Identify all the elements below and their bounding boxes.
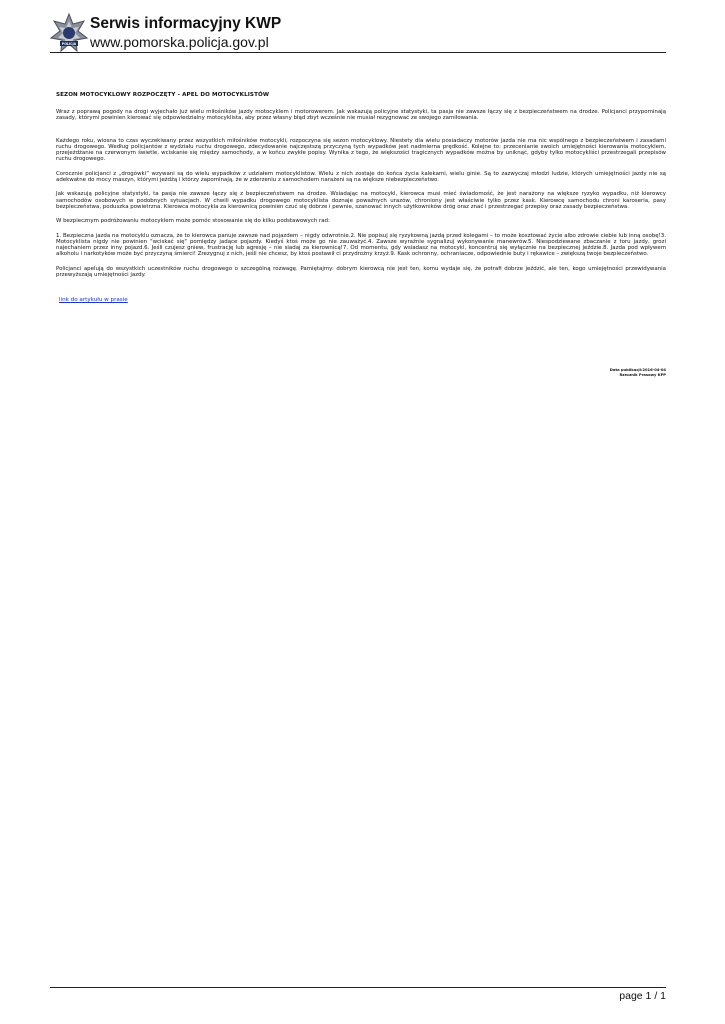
header-divider xyxy=(50,52,666,53)
footer-divider xyxy=(50,987,666,988)
site-url: www.pomorska.policja.gov.pl xyxy=(90,34,269,50)
publication-date: Data publikacji:2016-04-04 xyxy=(609,368,666,372)
publication-meta xyxy=(610,368,666,377)
article-paragraph-2: Każdego roku, wiosna to czas wyczekiwany przez wszystkich miłośników motocykli, rozpoczyna się sezon motocyklowy. Niestety dla wielu posiadaczy motorów jazda nie ma nic wspólnego z bezpieczeństwem i zasadami ruchu drogowego. Według policjantów z wydziału ruchu drogowego, zdecydowanie najczęstszą przyczyną tych wypadków jest nadmierna prędkość. Kolejne to: przecenianie swoich umiejętności kierowania motocyklem, przejeżdżanie na czerwonym świetle, wciskanie się między samochody, a w końcu zwykłe popisy. Wynika z tego, że większości tragicznych wypadków można by uniknąć, gdyby tylko motocykliści przestrzegali przepisów ruchu drogowego. xyxy=(56,137,666,163)
article xyxy=(56,92,666,305)
article-paragraph-3: Corocznie policjanci z „drogówki” wzywani są do wielu wypadków z udziałem motocyklistów. Wielu z nich zostaje do końca życia kalekami, wielu ginie. Są to zazwyczaj młodzi ludzie, których umiejętności jazdy nie są adekwatne do mocy maszyn, którymi jeżdżą i którzy zapominają, że w zderzeniu z samochodem narażeni są na większe niebezpieczeństwo. xyxy=(56,170,666,184)
article-paragraph-5: W bezpiecznym podróżowaniu motocyklem może pomóc stosowanie się do kilku podstawowych rad: xyxy=(56,218,330,225)
logo-text: POLICJA xyxy=(61,42,77,46)
site-header xyxy=(50,12,670,56)
article-title: SEZON MOTOCYKLOWY ROZPOCZĘTY - APEL DO MOTOCYKLISTÓW xyxy=(56,92,270,98)
article-paragraph-1: Wraz z poprawą pogody na drogi wyjechało już wielu miłośników jazdy motocyklem i motorowerem. Jak wskazują policyjne statystyki, ta pasja nie zawsze łączy się z bezpieczeństwem na drodze. Policjanci przypominają zasady, którymi powinien kierować się odpowiedzialny motocyklista, aby przez własny błąd zbyt wcześnie nie musiał rezygnować ze swojego zamiłowania. xyxy=(56,109,666,122)
police-star-badge-icon xyxy=(50,12,88,56)
article-paragraph-4: Jak wskazują policyjne statystyki, ta pasja nie zawsze łączy się z bezpieczeństwem na drodze. Wsiadając na motocykl, kierowca musi mieć świadomość, że jest narażony na większe ryzyko wypadku, niż kierowcy samochodów osobowych w podobnych sytuacjach. W chwili wypadku drogowego motocyklista doznaje poważnych urazów, chroniony jest właściwie tylko przez kask. Kierowcę samochodu chroni karoseria, pasy bezpieczeństwa, poduszka powietrzna. Kierowca motocykla za kierownicą powinien czuć się dobrze i pewnie, szanować innych użytkowników dróg oraz znać i przestrzegać przepisy oraz zasady bezpieczeństwa. xyxy=(56,191,666,210)
publication-author: Rzecznik Prasowy KPP xyxy=(619,372,666,377)
article-paragraph-7: Policjanci apelują do wszystkich uczestników ruchu drogowego o szczególną rozwagę. Pamiętajmy: dobrym kierowcą nie jest ten, komu wydaje się, że potrafi dobrze jeździć, ale ten, kogo umiejętności przewidywania przewyższają umiejętności jazdy. xyxy=(56,265,666,279)
page-number: page 1 / 1 xyxy=(619,990,666,1002)
article-paragraph-6: 1. Bezpieczna jazda na motocyklu oznacza, że to kierowca panuje zawsze nad pojazdem – nigdy odwrotnie.2. Nie popisuj się ryzykowną jazdą przed kolegami – to może kosztować życie albo zdrowie ciebie lub inną osobę!3. Motocyklista nigdy nie powinien "wciskać się" pomiędzy jadące pojazdy. Kiedyś ktoś może go nie zauważyć.4. Zawsze wyraźnie sygnalizuj wykonywanie manewrów.5. Niespodziewane zbaczanie z toru jazdy, grozi najechaniem przez inny pojazd.6. Jeśli czujesz gniew, frustrację lub agresję – nie siadaj za kierownicą!7. Od momentu, gdy wsiadasz na motocykl, koncentruj się wyłącznie na bezpiecznej jeździe.8. Jazda pod wpływem alkoholu i narkotyków może być przyczyną śmierci! Zrezygnuj z nich, jeśli nie chcesz, by ktoś postawił ci przydrożny krzyż.9. Kask ochronny, ochraniacze, odpowiednie buty i rękawice – zwiększą twoje bezpieczeństwo. xyxy=(56,232,666,258)
site-title: Serwis informacyjny KWP xyxy=(90,15,282,32)
article-press-link[interactable]: link do artykułu w prasie xyxy=(59,297,128,304)
